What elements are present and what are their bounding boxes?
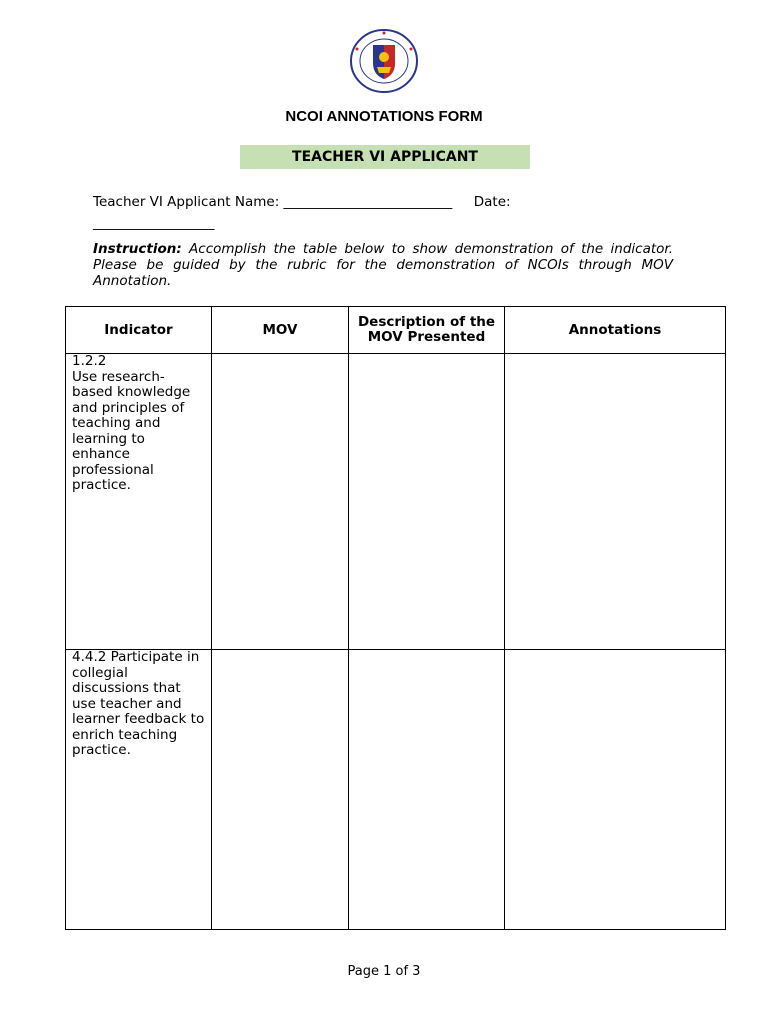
page-number: Page 1 of 3: [347, 964, 421, 979]
mov-cell[interactable]: [212, 354, 349, 650]
header-annotations: Annotations: [505, 307, 726, 354]
annotations-cell[interactable]: [505, 650, 726, 930]
table-row: [66, 650, 726, 930]
header-mov: MOV: [212, 307, 349, 354]
date-blank-line: __________________: [93, 215, 215, 231]
deped-seal-icon: [349, 29, 419, 93]
table-header-row: [66, 307, 726, 354]
table-row: [66, 354, 726, 650]
header-description: Description of the MOV Presented: [349, 307, 505, 354]
indicator-cell: 4.4.2 Participate in collegial discussions that use teacher and learner feedback to enrich teaching practice.: [66, 650, 212, 930]
indicator-cell: 1.2.2 Use research-based knowledge and principles of teaching and learning to enhance professional practice.: [66, 354, 212, 650]
form-title: NCOI ANNOTATIONS FORM: [285, 108, 483, 125]
description-cell[interactable]: [349, 354, 505, 650]
applicant-type-banner: TEACHER VI APPLICANT: [240, 145, 530, 169]
instruction-label: Instruction:: [93, 241, 182, 257]
mov-cell[interactable]: [212, 650, 349, 930]
annotations-cell[interactable]: [505, 354, 726, 650]
header-indicator: Indicator: [66, 307, 212, 354]
description-cell[interactable]: [349, 650, 505, 930]
annotations-table: [65, 306, 726, 930]
instruction-text: Accomplish the table below to show demonstration of the indicator. Please be guided by the rubric for the demonstration of NCOIs through MOV Annotation.: [93, 241, 673, 289]
instruction-paragraph: [93, 241, 673, 289]
applicant-name-line: Teacher VI Applicant Name: _________________________ Date:: [93, 194, 511, 210]
